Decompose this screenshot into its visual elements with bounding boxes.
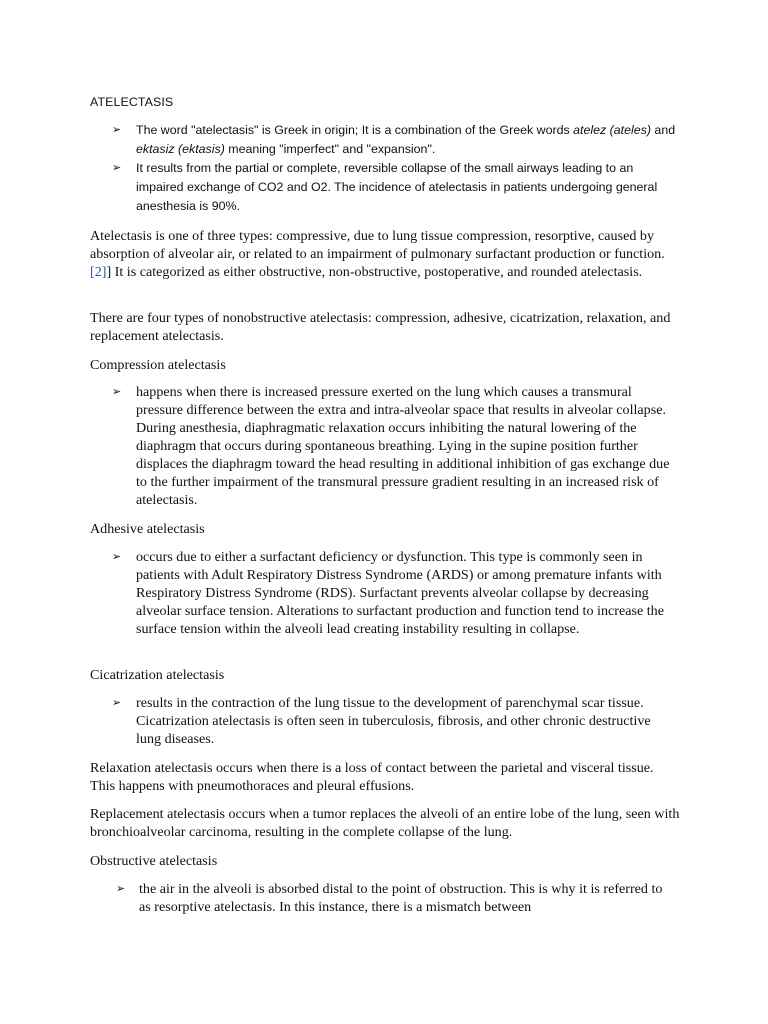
list-item: ➢ It results from the partial or complete, reversible collapse of the small airways leading to an impaired exchange of CO2 and O2. The incidence of atelectasis in patients undergoing general anesthesia is 90%. [112,161,658,213]
list-item: ➢ the air in the alveoli is absorbed distal to the point of obstruction. This is why it is referred to as resorptive atelectasis. In this instance, there is a mismatch between [116,881,663,915]
list-item: ➢ occurs due to either a surfactant deficiency or dysfunction. This type is commonly seen in patients with Adult Respiratory Distress Syndrome (ARDS) or among premature infants with Respiratory Distress Syndrome (RDS). Surfactant prevents alveolar collapse by decreasing alveolar surface tension. Alterations to surfactant production and function tend to increase the surface tension within the alveoli lead creating instability resulting in collapse. [112,549,664,637]
section-heading: Cicatrization atelectasis [90,667,225,683]
list-item: ➢ The word "atelectasis" is Greek in origin; It is a combination of the Greek words atelez (ateles) and ektasiz (ektasis) meaning "imperfect" and "expansion". [112,123,676,156]
section-heading: Compression atelectasis [90,357,226,373]
obstructive-bullet-list [0,880,768,916]
list-item: ➢ results in the contraction of the lung tissue to the development of parenchymal scar tissue. Cicatrization atelectasis is often seen in tuberculosis, fibrosis, and other chronic destructive lung diseases. [112,695,651,747]
cicatrization-bullet-list [0,694,768,748]
arrow-bullet-icon: ➢ [112,162,122,174]
arrow-bullet-icon: ➢ [112,551,122,563]
paragraph-replacement: Replacement atelectasis occurs when a tumor replaces the alveoli of an entire lobe of the lung, seen with bronchioalveolar carcinoma, resulting in the complete collapse of the lung. [90,806,680,840]
page-title: ATELECTASIS [90,95,174,109]
paragraph-types: Atelectasis is one of three types: compressive, due to lung tissue compression, resorptive, caused by absorption of alveolar air, or related to an impairment of pulmonary surfactant production or function.[2]] It is categorized as either obstructive, non-obstructive, postoperative, and rounded atelectasis. [90,228,665,280]
section-heading: Adhesive atelectasis [90,521,205,537]
section-heading: Obstructive atelectasis [90,853,218,869]
arrow-bullet-icon: ➢ [112,124,122,136]
arrow-bullet-icon: ➢ [112,386,122,398]
arrow-bullet-icon: ➢ [116,883,126,895]
citation-link[interactable]: [2] [90,264,107,280]
paragraph-relaxation: Relaxation atelectasis occurs when there is a loss of contact between the parietal and visceral tissue. This happens with pneumothoraces and pleural effusions. [90,760,654,794]
intro-bullet-list [0,121,768,216]
list-item: ➢ happens when there is increased pressure exerted on the lung which causes a transmural pressure difference between the extra and intra-alveolar space that results in alveolar collapse. During anesthesia, diaphragmatic relaxation occurs inhibiting the natural lowering of the diaphragm that occurs during spontaneous breathing. Lying in the supine position further displaces the diaphragm toward the head resulting in additional inhibition of gas exchange due to the further impairment of the transmural pressure gradient resulting in an increased risk of atelectasis. [112,384,670,508]
adhesive-bullet-list [0,548,768,638]
arrow-bullet-icon: ➢ [112,697,122,709]
paragraph-nonobstructive: There are four types of nonobstructive atelectasis: compression, adhesive, cicatrization, relaxation, and replacement atelectasis. [90,310,671,344]
compression-bullet-list [0,383,768,509]
